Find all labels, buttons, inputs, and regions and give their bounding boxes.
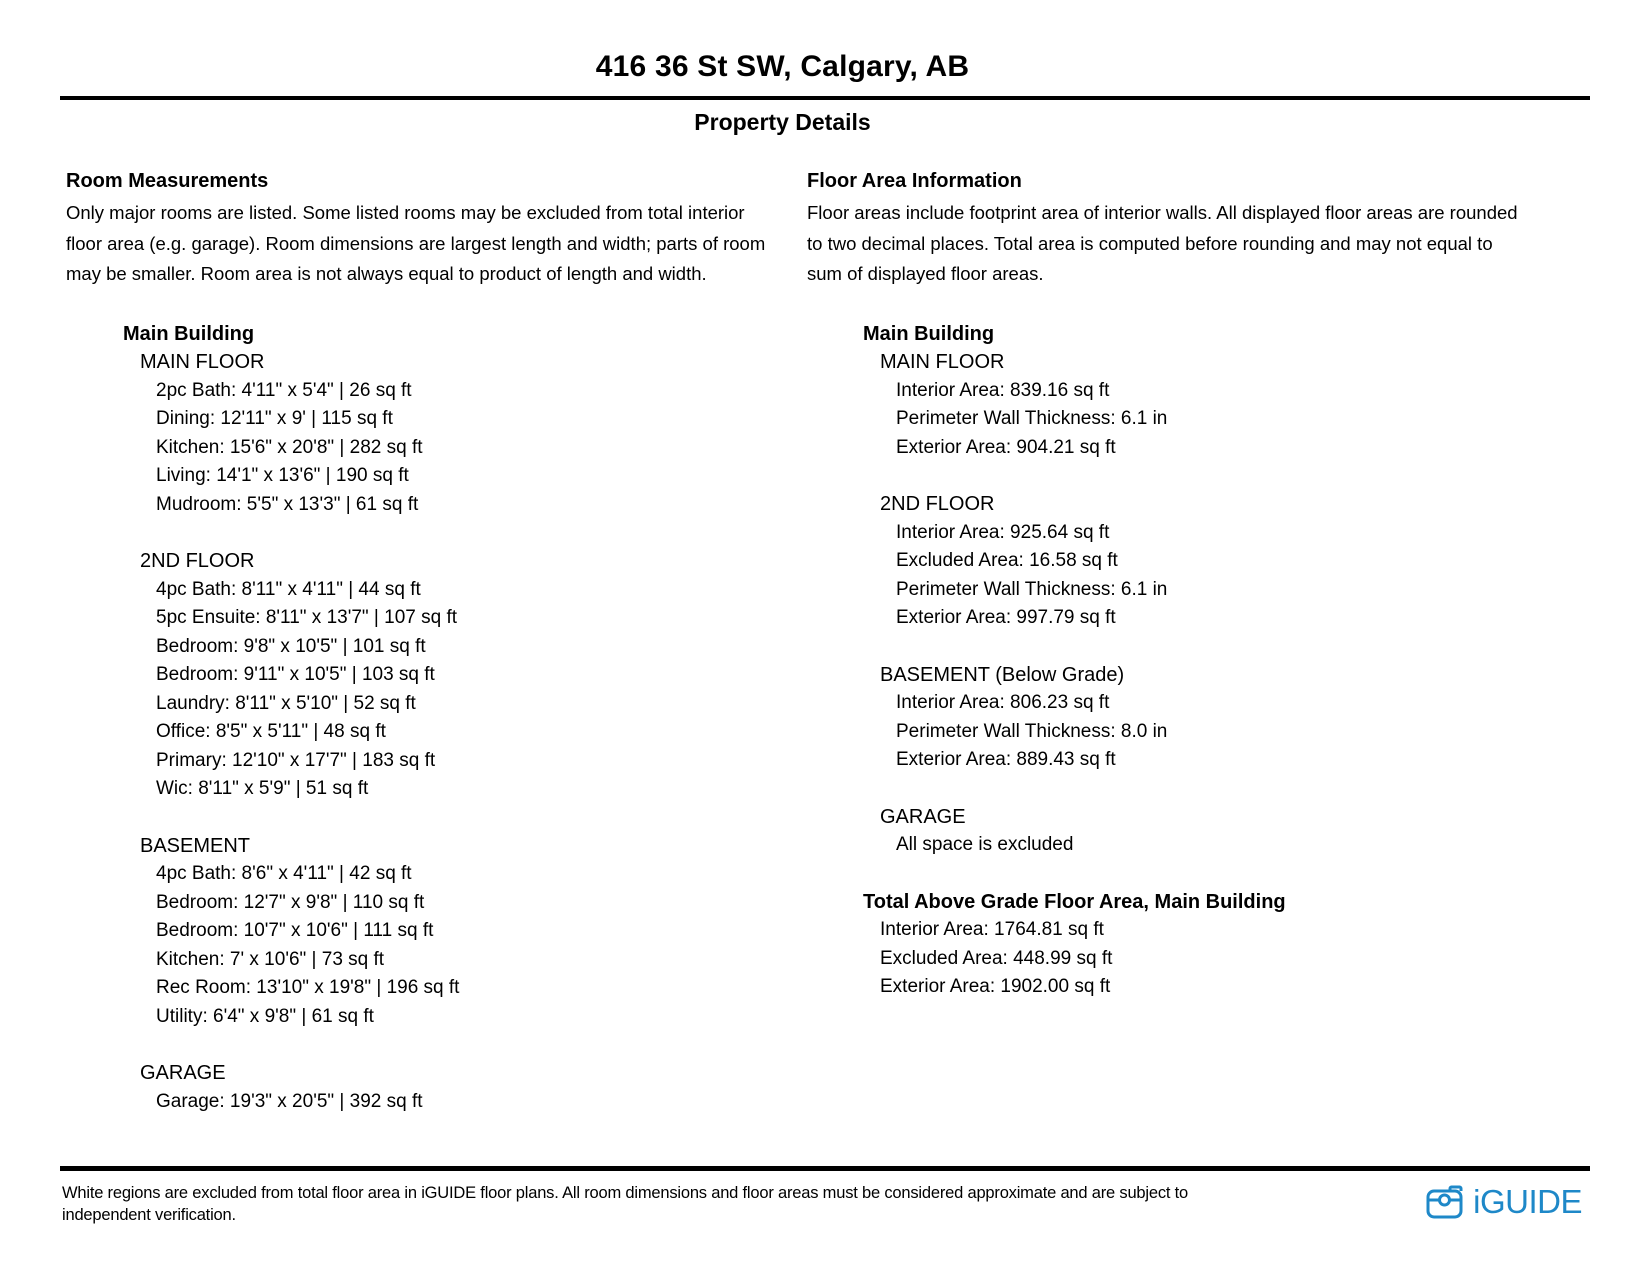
total-above-grade-heading: Total Above Grade Floor Area, Main Building [863, 890, 1286, 913]
floor-block [140, 832, 807, 1032]
floor-block [880, 490, 1587, 633]
iguide-camera-icon [1426, 1185, 1466, 1219]
floor-heading: GARAGE [880, 805, 966, 828]
room-dimension-line: Garage: 19'3" x 20'5" | 392 sq ft [156, 1090, 423, 1112]
document-footer [0, 1166, 1650, 1226]
floor-area-description: Floor areas include footprint area of interior walls. All displayed floor areas are rounded to two decimal places. Total area is computed before rounding and may not equal to sum of displayed floor areas. [807, 202, 1518, 284]
room-dimension-line: Kitchen: 7' x 10'6" | 73 sq ft [156, 948, 385, 970]
floor-area-section [807, 166, 1587, 1116]
floor-area-line: Interior Area: 839.16 sq ft [896, 379, 1110, 401]
floor-area-line: Exterior Area: 997.79 sq ft [896, 607, 1116, 628]
header-divider [60, 96, 1590, 100]
room-dimension-line: Rec Room: 13'10" x 19'8" | 196 sq ft [156, 977, 460, 998]
iguide-logo [1426, 1183, 1582, 1221]
floor-area-line: All space is excluded [896, 834, 1074, 855]
floor-area-line: Interior Area: 806.23 sq ft [896, 692, 1110, 713]
header-subtitle-block [60, 109, 1505, 136]
footer-row [0, 1171, 1650, 1226]
header-title-block [60, 0, 1505, 84]
room-dimension-line: Living: 14'1" x 13'6" | 190 sq ft [156, 465, 409, 486]
room-dimension-line: Bedroom: 9'8" x 10'5" | 101 sq ft [156, 635, 426, 657]
floor-area-line: Perimeter Wall Thickness: 6.1 in [896, 408, 1168, 429]
floor-area-heading: Floor Area Information [807, 170, 1022, 192]
room-dimension-line: Laundry: 8'11" x 5'10" | 52 sq ft [156, 692, 416, 714]
floor-heading: 2ND FLOOR [140, 550, 255, 572]
footer-disclaimer: White regions are excluded from total floor area in iGUIDE floor plans. All room dimensions and floor areas must be considered approximate and are subject to independent verification. [62, 1184, 1189, 1224]
room-dimension-line: Bedroom: 10'7" x 10'6" | 111 sq ft [156, 920, 434, 941]
floor-block [880, 803, 1587, 860]
page-subtitle: Property Details [694, 109, 871, 135]
iguide-logo-text: iGUIDE [1473, 1183, 1582, 1220]
room-dimension-line: 5pc Ensuite: 8'11" x 13'7" | 107 sq ft [156, 607, 458, 628]
room-measurements-heading: Room Measurements [66, 170, 269, 192]
floor-area-line: Perimeter Wall Thickness: 8.0 in [896, 720, 1168, 742]
floor-heading: BASEMENT (Below Grade) [880, 663, 1125, 686]
room-dimension-line: Kitchen: 15'6" x 20'8" | 282 sq ft [156, 436, 423, 458]
floor-block [140, 547, 807, 804]
room-dimension-line: Primary: 12'10" x 17'7" | 183 sq ft [156, 749, 436, 771]
floor-area-line: Perimeter Wall Thickness: 6.1 in [896, 578, 1168, 600]
total-above-grade-block [863, 888, 1587, 1002]
floor-block [880, 661, 1587, 775]
floor-area-building-name: Main Building [863, 322, 995, 345]
total-area-line: Interior Area: 1764.81 sq ft [880, 919, 1104, 940]
content-columns [0, 166, 1650, 1116]
room-dimension-line: Office: 8'5" x 5'11" | 48 sq ft [156, 721, 386, 742]
floor-area-line: Exterior Area: 904.21 sq ft [896, 436, 1116, 458]
floor-area-floor-list [880, 348, 1587, 860]
room-dimension-line: Bedroom: 12'7" x 9'8" | 110 sq ft [156, 891, 425, 913]
room-measurements-description: Only major rooms are listed. Some listed rooms may be excluded from total interior floor area (e.g. garage). Room dimensions are largest length and width; parts of room may be smaller. Room area is not always equal to product of length and width. [66, 202, 766, 284]
room-dimension-line: Dining: 12'11" x 9' | 115 sq ft [156, 408, 393, 429]
room-dimension-line: Bedroom: 9'11" x 10'5" | 103 sq ft [156, 664, 435, 685]
total-area-line: Exterior Area: 1902.00 sq ft [880, 976, 1111, 997]
floor-heading: MAIN FLOOR [880, 351, 1005, 373]
room-dimension-line: 4pc Bath: 8'6" x 4'11" | 42 sq ft [156, 863, 412, 884]
floor-block [140, 348, 807, 519]
floor-heading: GARAGE [140, 1062, 226, 1084]
floor-area-line: Exterior Area: 889.43 sq ft [896, 749, 1116, 770]
floor-heading: 2ND FLOOR [880, 493, 995, 515]
room-measurements-floor-list [140, 348, 807, 1116]
room-dimension-line: 4pc Bath: 8'11" x 4'11" | 44 sq ft [156, 578, 421, 600]
document-header [0, 0, 1650, 136]
floor-block [140, 1059, 807, 1116]
floor-area-line: Interior Area: 925.64 sq ft [896, 521, 1110, 543]
floor-area-line: Excluded Area: 16.58 sq ft [896, 550, 1118, 571]
page-title: 416 36 St SW, Calgary, AB [595, 50, 970, 83]
floor-heading: BASEMENT [140, 834, 251, 857]
room-measurements-section [66, 166, 807, 1116]
room-measurements-building-name: Main Building [123, 322, 255, 345]
total-area-line: Excluded Area: 448.99 sq ft [880, 947, 1113, 969]
room-dimension-line: Utility: 6'4" x 9'8" | 61 sq ft [156, 1005, 374, 1027]
floor-block [880, 348, 1587, 462]
room-dimension-line: Wic: 8'11" x 5'9" | 51 sq ft [156, 778, 369, 799]
floor-heading: MAIN FLOOR [140, 351, 265, 373]
room-dimension-line: 2pc Bath: 4'11" x 5'4" | 26 sq ft [156, 379, 412, 401]
room-dimension-line: Mudroom: 5'5" x 13'3" | 61 sq ft [156, 493, 419, 515]
